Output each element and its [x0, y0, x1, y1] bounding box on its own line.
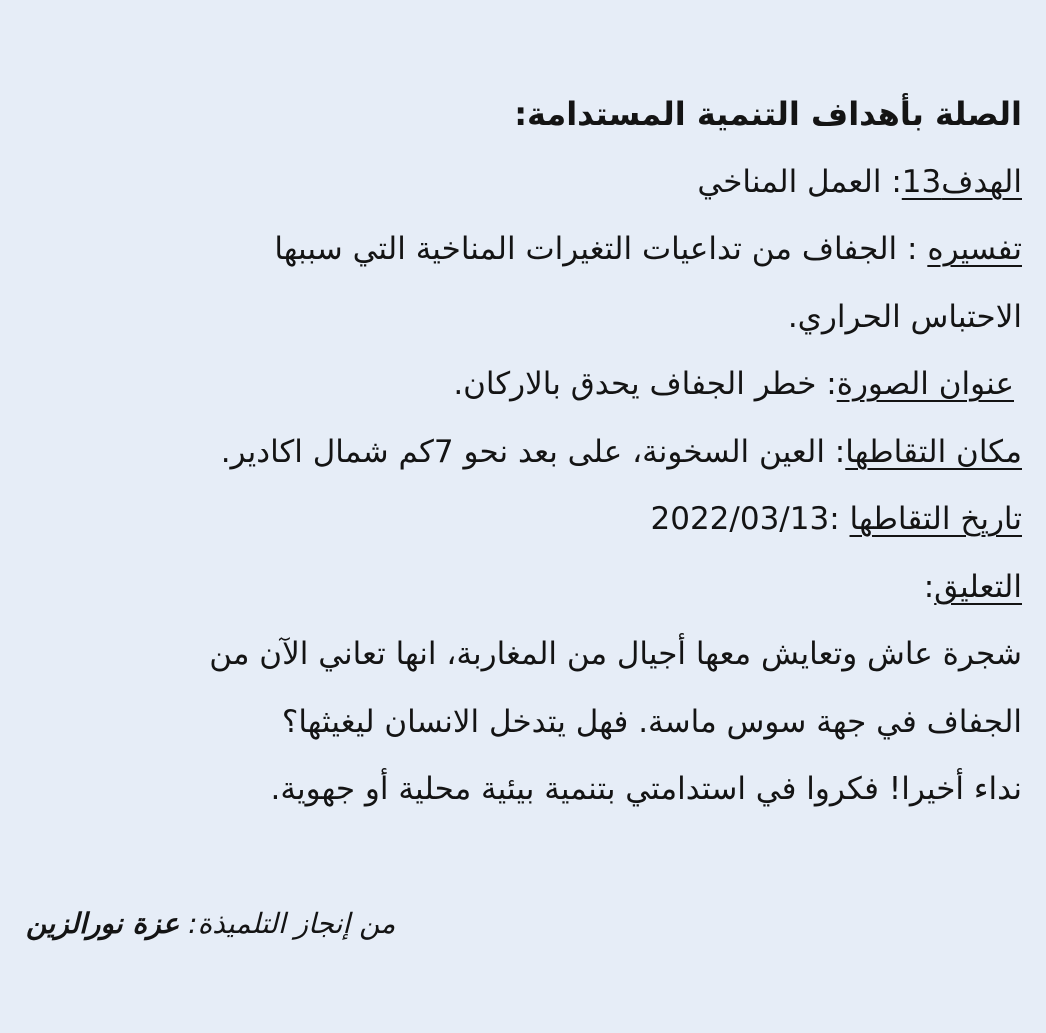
student-name: عزة نورالزين — [26, 907, 180, 940]
goal-label: الهدف13 — [901, 164, 1022, 200]
image-title-value: : خطر الجفاف يحدق بالاركان. — [453, 366, 837, 402]
location-label: مكان التقاطها — [845, 434, 1022, 470]
credit-prefix: من إنجاز التلميذة: — [179, 907, 396, 940]
author-credit — [26, 902, 395, 946]
explanation-label: تفسيره — [927, 231, 1022, 267]
explanation-line-1 — [274, 227, 1022, 271]
explanation-line-2: الاحتباس الحراري. — [787, 299, 1022, 335]
comment-line-1: شجرة عاش وتعايش معها أجيال من المغاربة، انها تعاني الآن من — [209, 636, 1022, 672]
comment-label-line — [924, 565, 1022, 609]
comment-line-3: نداء أخيرا! فكروا في استدامتي بتنمية بيئية محلية أو جهوية. — [270, 771, 1022, 807]
date-label: تاريخ التقاطها — [849, 501, 1022, 537]
explanation-text-1: : الجفاف من تداعيات التغيرات المناخية التي سببها — [274, 231, 928, 267]
image-title-line — [453, 362, 1014, 406]
comment-label-suffix: : — [923, 569, 935, 605]
location-value: : العين السخونة، على بعد نحو 7كم شمال اكادير. — [220, 434, 846, 470]
date-value: :2022/03/13 — [650, 501, 850, 537]
image-title-label: عنوان الصورة — [836, 366, 1014, 402]
goal-line — [697, 160, 1022, 204]
comment-line-2: الجفاف في جهة سوس ماسة. فهل يتدخل الانسان ليغيثها؟ — [281, 704, 1022, 740]
date-line — [651, 497, 1022, 541]
sdg-heading: الصلة بأهداف التنمية المستدامة: — [514, 95, 1022, 133]
goal-value: : العمل المناخي — [697, 164, 902, 200]
location-line — [221, 430, 1022, 474]
comment-label: التعليق — [934, 569, 1022, 605]
